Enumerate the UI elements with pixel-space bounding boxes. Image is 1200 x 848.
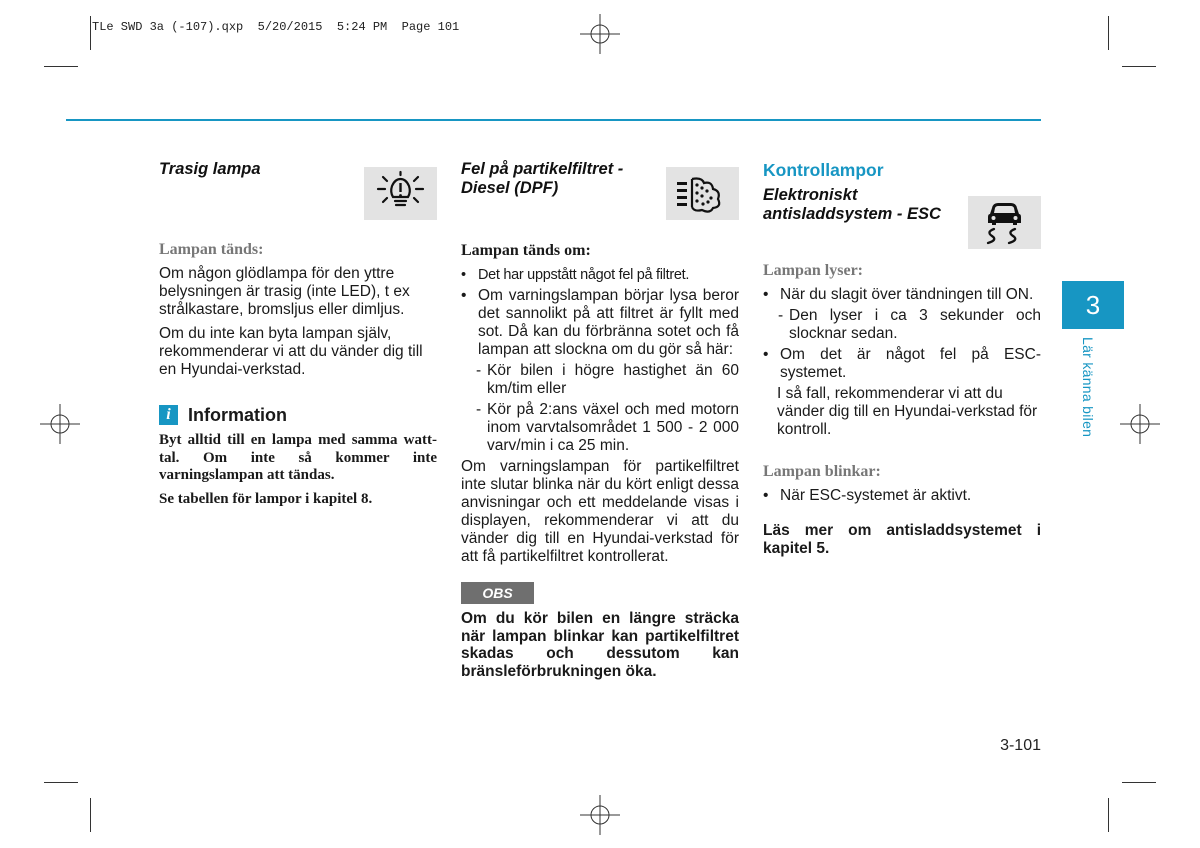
dash-glyph: -	[778, 307, 784, 324]
print-header: TLe SWD 3a (-107).qxp 5/20/2015 5:24 PM Page 101	[92, 20, 460, 34]
crop-mark	[44, 782, 78, 783]
list-item	[763, 487, 1041, 505]
list-subitem-text: Kör bilen i högre hastighet än 60 km/tim eller	[487, 362, 739, 397]
list-item-continuation: I så fall, rekommenderar vi att du vänder dig till en Hyundai-verkstad för kontroll.	[777, 385, 1038, 438]
dash-glyph: -	[476, 401, 482, 418]
information-label: Information	[188, 405, 287, 425]
crop-mark	[1108, 798, 1109, 832]
note: Läs mer om antisladdsystemet i kapitel 5.	[763, 522, 1041, 557]
paragraph: Om du inte kan byta lampan själv, rekommenderar vi att du vänder dig till en Hyundai-verkstad.	[159, 325, 423, 378]
list-item	[461, 287, 739, 359]
column-dpf	[461, 160, 739, 686]
paragraph: Om någon glödlampa för den yttre belysningen är trasig (inte LED), t ex strålkastare, bromsljus eller dimljus.	[159, 265, 410, 318]
registration-mark-bottom	[580, 795, 620, 835]
list-subitem	[763, 307, 1041, 343]
paragraph: Om varningslampan för partikelfiltret inte slutar blinka när du kört enligt dessa anvisningar och ett meddelande visas i displayen, rekommenderar vi att du vänder dig till en Hyundai-verkstad för att få partikelfiltret kontrollerat.	[461, 458, 739, 565]
bullet-glyph: •	[763, 346, 769, 363]
crop-mark	[1108, 16, 1109, 50]
section-heading: Elektroniskt antisladdsystem - ESC	[763, 186, 941, 223]
crop-mark	[1122, 782, 1156, 783]
information-text: Se tabellen för lampor i kapitel 8.	[159, 490, 373, 507]
column-esc	[763, 160, 1041, 563]
list-subitem	[461, 362, 739, 398]
header-rule	[66, 119, 1041, 121]
bullet-glyph: •	[763, 487, 769, 504]
page-number: 3-101	[1000, 737, 1041, 754]
list-subitem-text: Kör på 2:ans växel och med motorn inom varvtalsområdet 1 500 - 2 000 varv/min i ca 25 min.	[487, 401, 739, 454]
list-subitem	[461, 401, 739, 455]
list-item-text: Om varningslampan börjar lysa beror det sannolikt på att filtret är fyllt med sot. Då kan du förbränna sotet och få lampan att slockna om du gör så här:	[478, 287, 739, 358]
section-heading: Fel på partikelfiltret - Diesel (DPF)	[461, 160, 624, 197]
crop-mark	[44, 66, 78, 67]
obs-text: Om du kör bilen en längre sträcka när lampan blinkar kan partikelfiltret skadas och dessutom kan bränsleförbrukningen öka.	[461, 610, 739, 680]
list-item-text: När ESC-systemet är aktivt.	[780, 487, 972, 504]
obs-label: OBS	[461, 582, 534, 604]
information-text: Byt alltid till en lampa med samma watt-tal. Om inte så kommer inte varningslampan att tändas.	[159, 432, 437, 483]
subheading: Lampan tänds om:	[461, 242, 591, 259]
info-icon: i	[159, 405, 178, 425]
list-item-text: Om det är något fel på ESC-systemet.	[780, 346, 1041, 381]
dash-glyph: -	[476, 362, 482, 379]
section-heading: Trasig lampa	[159, 160, 261, 178]
crop-mark	[1122, 66, 1156, 67]
list-item	[763, 286, 1041, 304]
chapter-tab: 3	[1062, 281, 1124, 329]
bullet-glyph: •	[461, 287, 467, 304]
information-box-title	[159, 405, 437, 425]
list-item-text: Det har uppstått något fel på filtret.	[478, 267, 690, 283]
column-bulb	[159, 160, 437, 514]
subheading: Lampan blinkar:	[763, 463, 881, 480]
crop-mark	[90, 798, 91, 832]
list-item	[763, 346, 1041, 382]
list-subitem-text: Den lyser i ca 3 sekunder och slocknar sedan.	[789, 307, 1041, 342]
subheading: Lampan tänds:	[159, 241, 264, 258]
list-item-text: När du slagit över tändningen till ON.	[780, 286, 1034, 303]
crop-mark	[90, 16, 91, 50]
registration-mark-right	[1120, 404, 1160, 444]
subheading: Lampan lyser:	[763, 262, 863, 279]
list-item	[461, 266, 739, 284]
section-title: Kontrollampor	[763, 160, 884, 180]
bullet-glyph: •	[763, 286, 769, 303]
registration-mark-top	[580, 14, 620, 54]
registration-mark-left	[40, 404, 80, 444]
chapter-label: Lär känna bilen	[1080, 337, 1096, 438]
bullet-glyph: •	[461, 267, 466, 283]
